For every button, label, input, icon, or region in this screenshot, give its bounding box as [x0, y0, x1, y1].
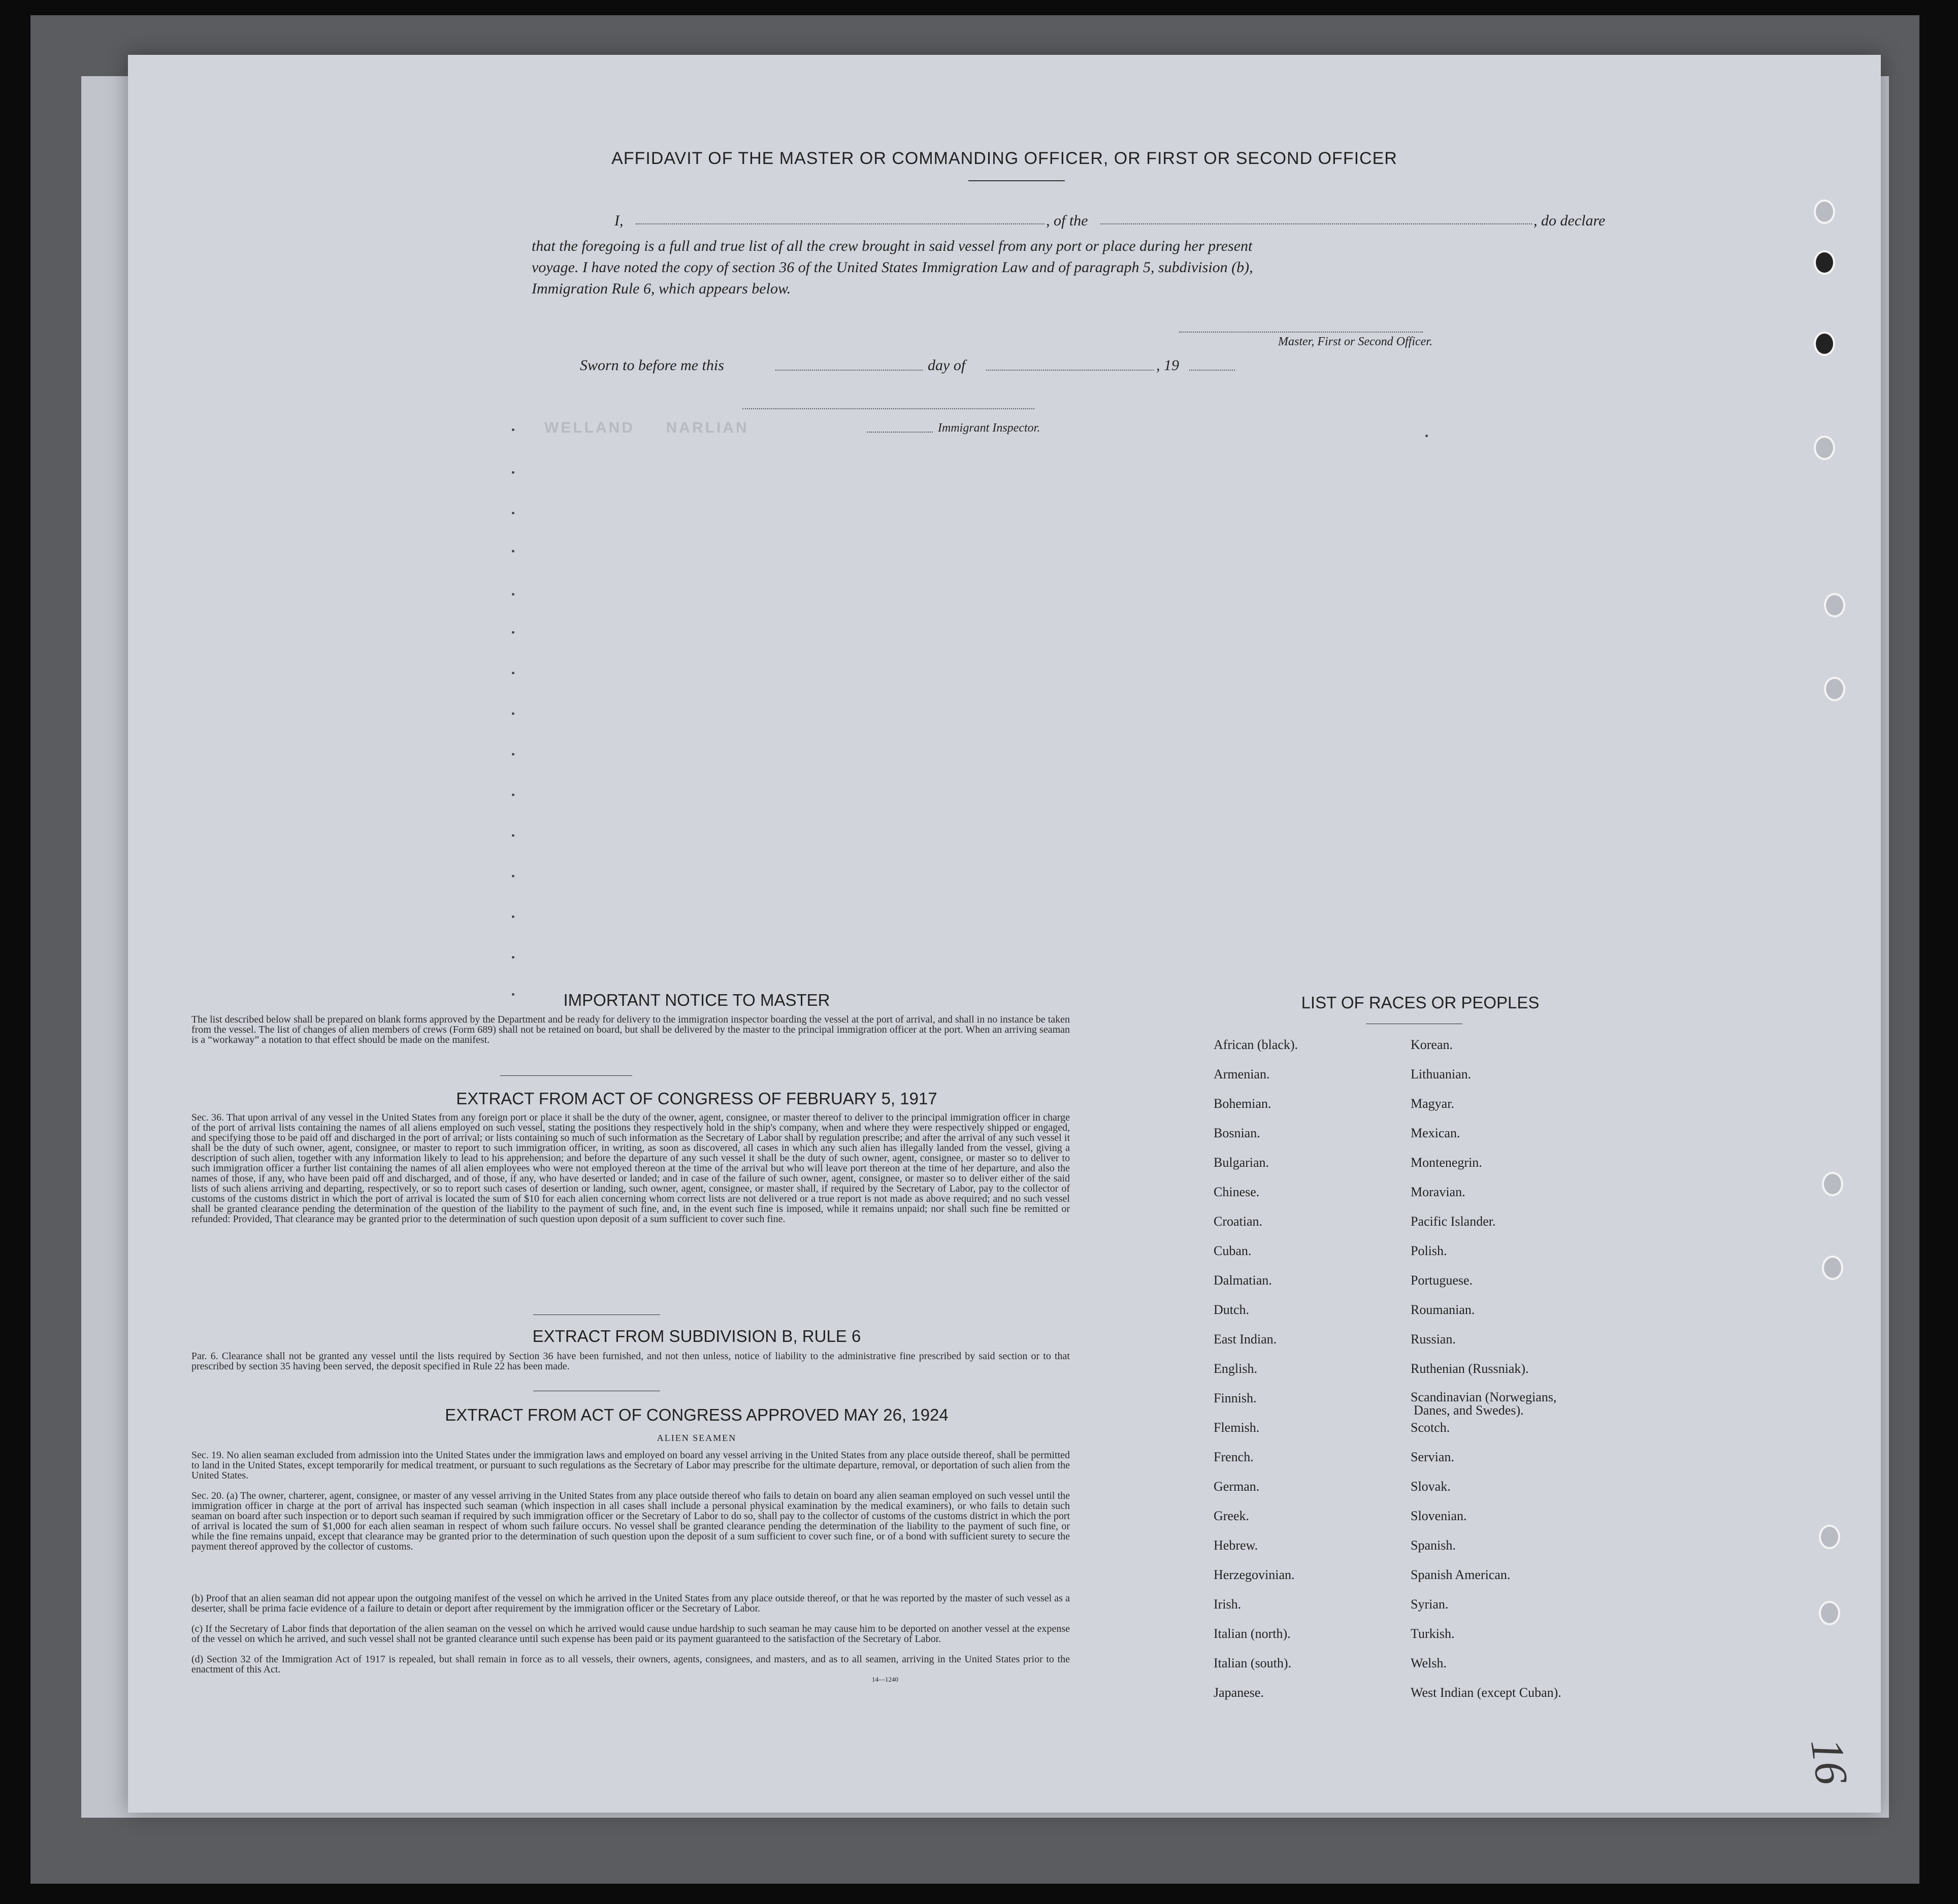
name-blank[interactable] — [636, 223, 1045, 224]
race-item: Greek. — [1214, 1508, 1250, 1523]
notice-text: The list described below shall be prepared on blank forms approved by the Department and be ready for delivery to the immigration inspector boarding the vessel at the port of arrival, and shall in no instance be taken from the vessel. The list of changes of alien members of crews (Form 689) shall not be retained on board, but shall be delivered by the master to the principal immigration officer at the port. When an arriving seaman is a “workaway” a notation to that effect should be made on the manifest. — [191, 1014, 1070, 1045]
row-dot — [512, 429, 514, 431]
race-item: Bohemian. — [1214, 1096, 1271, 1111]
inspector-signature-line-short[interactable] — [867, 432, 933, 433]
race-item: Pacific Islander. — [1411, 1214, 1496, 1229]
extract-1924-title: EXTRACT FROM ACT OF CONGRESS APPROVED MAY 26, 1924 — [445, 1405, 949, 1424]
punch-hole — [1814, 250, 1835, 275]
race-item: Japanese. — [1214, 1685, 1264, 1700]
form-number: 14—1240 — [872, 1676, 898, 1683]
sec20d-text: (d) Section 32 of the Immigration Act of 1917 is repealed, but shall remain in force as to all vessels, their owners, agents, consignees, and masters, and as to all seamen, arriving in the United States prior to the enactment of this Act. — [191, 1654, 1070, 1675]
row-dot — [512, 471, 514, 474]
race-item: Cuban. — [1214, 1243, 1252, 1258]
races-column-2 — [1411, 1037, 1624, 1715]
punch-hole — [1822, 1172, 1843, 1196]
document-page — [128, 55, 1881, 1813]
affidavit-do-declare: , do declare — [1533, 212, 1606, 229]
race-item: Welsh. — [1411, 1656, 1447, 1670]
races-title: LIST OF RACES OR PEOPLES — [1301, 993, 1540, 1012]
affidavit-of-the: , of the — [1046, 212, 1088, 229]
punch-hole — [1819, 1601, 1840, 1625]
extract-rule6-text: Par. 6. Clearance shall not be granted any vessel until the lists required by Section 36 have been furnished, and not then unless, notice of liability to the administrative fine prescribed by said section or to that prescribed by section 35 having been served, the deposit specified in Rule 22 has been made. — [191, 1351, 1070, 1372]
race-item: Croatian. — [1214, 1214, 1263, 1229]
race-item: Servian. — [1411, 1450, 1454, 1464]
race-item: Dalmatian. — [1214, 1273, 1272, 1288]
punch-hole — [1819, 1525, 1840, 1549]
punch-hole — [1824, 677, 1845, 701]
row-dot — [512, 794, 514, 796]
row-dot — [512, 672, 514, 674]
punch-hole — [1824, 593, 1845, 617]
sworn-year-blank[interactable] — [1189, 370, 1235, 371]
race-item: Spanish American. — [1411, 1567, 1511, 1582]
affidavit-line-3: voyage. I have noted the copy of section 36 of the United States Immigration Law and of paragraph 5, subdivision (b), — [532, 259, 1253, 276]
race-item: Russian. — [1411, 1332, 1456, 1347]
year-text: , 19 — [1156, 357, 1179, 374]
row-dot — [512, 875, 514, 877]
race-item: Finnish. — [1214, 1391, 1257, 1405]
race-item: Montenegrin. — [1411, 1155, 1482, 1170]
inspector-label: Immigrant Inspector. — [938, 421, 1040, 435]
race-item: French. — [1214, 1450, 1254, 1464]
punch-hole — [1814, 332, 1835, 356]
sec20b-text: (b) Proof that an alien seaman did not appear upon the outgoing manifest of the vessel on which he arrived in the United States from any place outside thereof, or that he was reported by the master of such vessel as a deserter, shall be prima facie evidence of a failure to detain or deport after requirement by the immigration officer or the Secretary of Labor. — [191, 1593, 1070, 1614]
handwritten-page-number: 16 — [1801, 1735, 1857, 1788]
race-item: Scotch. — [1411, 1420, 1450, 1435]
sworn-month-blank[interactable] — [986, 370, 1154, 371]
race-item: Chinese. — [1214, 1185, 1260, 1199]
race-item: German. — [1214, 1479, 1260, 1494]
race-item: Mexican. — [1411, 1126, 1460, 1140]
race-item: Dutch. — [1214, 1302, 1250, 1317]
race-item: Armenian. — [1214, 1067, 1270, 1081]
race-item: Flemish. — [1214, 1420, 1260, 1435]
row-dot — [512, 712, 514, 715]
affidavit-i: I, — [614, 212, 624, 229]
row-dot — [512, 593, 514, 596]
race-item: Polish. — [1411, 1243, 1447, 1258]
race-item: Magyar. — [1411, 1096, 1454, 1111]
race-item: Bulgarian. — [1214, 1155, 1269, 1170]
punch-hole — [1814, 436, 1835, 460]
sworn-text: Sworn to before me this — [580, 357, 724, 374]
race-item: Ruthenian (Russniak). — [1411, 1361, 1529, 1376]
race-item: Italian (south). — [1214, 1656, 1292, 1670]
row-dot — [1425, 435, 1428, 437]
master-signature-line[interactable] — [1179, 332, 1423, 333]
race-item: Syrian. — [1411, 1597, 1449, 1612]
race-item: Roumanian. — [1411, 1302, 1475, 1317]
vessel-blank[interactable] — [1100, 223, 1532, 224]
race-item: Spanish. — [1411, 1538, 1456, 1553]
row-dot — [512, 915, 514, 918]
race-item: Lithuanian. — [1411, 1067, 1472, 1081]
section-rule — [500, 1075, 632, 1076]
bleed-through-text: WELLAND NARLIAN — [544, 419, 749, 436]
race-item: West Indian (except Cuban). — [1411, 1685, 1561, 1700]
extract-1917-text: Sec. 36. That upon arrival of any vessel in the United States from any foreign port or place it shall be the duty of the owner, agent, consignee, or master thereof to deliver to the principal immigration officer in charge of the port of arrival lists containing the names of all aliens employed on such vessel, stating the positions they respectively hold in the ship's company, when and where they were respectively shipped or engaged, and specifying those to be paid off and discharged in the port of arrival; or lists containing so much of such information as the Secretary of Labor shall by regulation prescribe; and after the arrival of any such vessel it shall be the duty of such owner, agent, consignee, or master to report to such immigration officer, in writing, as soon as discovered, all cases in which any such alien has illegally landed from the vessel, giving a description of such alien, together with any information likely to lead to his apprehension; and before the departure of any such vessel it shall be the duty of such owner, agent, consignee, or master so to deliver to such immigration officer a further list containing the names of all alien employees who were not employed thereon at the time of the arrival but who will leave port thereon at the time of her departure, and also the names of those, if any, who have been paid off and discharged, and of those, if any, who have deserted or landed; and in case of the failure of such owner, agent, consignee, or master so to deliver either of the said lists of such aliens arriving and departing, respectively, or so to report such cases of desertion or landing, such owner, agent, consignee, or master shall, if required by the Secretary of Labor, pay to the collector of customs of the customs district in which the port of arrival is located the sum of $10 for each alien concerning whom correct lists are not delivered or a true report is not made as above required; and no such vessel shall be granted clearance pending the determination of the question of the liability to the payment of such fine, and, in the event such fine is imposed, while it remains unpaid; nor shall such fine be remitted or refunded: Provided, That clearance may be granted prior to the determination of such question upon deposit of a sum sufficient to cover such fine. — [191, 1112, 1070, 1225]
sec19-text: Sec. 19. No alien seaman excluded from admission into the United States under the immigration laws and employed on board any vessel arriving in the United States from any place outside thereof, shall be permitted to land in the United States, except temporarily for medical treatment, or pursuant to such regulations as the Secretary of Labor may prescribe for the ultimate departure, removal, or deportation of such alien from the United States. — [191, 1450, 1070, 1481]
race-item: Herzegovinian. — [1214, 1567, 1295, 1582]
row-dot — [512, 753, 514, 756]
affidavit-line-4: Immigration Rule 6, which appears below. — [532, 280, 791, 297]
affidavit-title: AFFIDAVIT OF THE MASTER OR COMMANDING OFFICER, OR FIRST OR SECOND OFFICER — [611, 149, 1397, 168]
sworn-day-blank[interactable] — [775, 370, 923, 371]
punch-hole — [1814, 200, 1835, 224]
race-item: Korean. — [1411, 1037, 1453, 1052]
race-item: Moravian. — [1411, 1185, 1465, 1199]
row-dot — [512, 512, 514, 514]
race-item: African (black). — [1214, 1037, 1298, 1052]
inspector-signature-line[interactable] — [742, 408, 1034, 409]
race-item: Scandinavian (Norwegians, Danes, and Swedes). — [1411, 1390, 1557, 1418]
punch-hole — [1822, 1256, 1843, 1280]
affidavit-line-2: that the foregoing is a full and true list of all the crew brought in said vessel from any port or place during her present — [532, 238, 1253, 254]
race-item: Turkish. — [1411, 1626, 1455, 1641]
race-item: English. — [1214, 1361, 1257, 1376]
master-signature-label: Master, First or Second Officer. — [1278, 335, 1432, 348]
title-rule — [968, 180, 1065, 181]
sec20a-text: Sec. 20. (a) The owner, charterer, agent, consignee, or master of any vessel arriving in the United States from any place outside thereof who fails to detain on board any alien seaman employed on such vessel until the immigration officer in charge at the port of arrival has inspected such seaman (which inspection in all cases shall include a personal physical examination by the medical examiners), or who fails to detain such seaman on board after such inspection or to deport such seaman if required by such immigration officer or the Secretary of Labor to do so, shall pay to the collector of customs of the customs district in which the port of arrival is located the sum of $1,000 for each alien seaman in respect of whom such failure occurs. No vessel shall be granted clearance pending the determination of the liability to the payment of such fine, or while the fine remains unpaid, except that clearance may be granted prior to the determination of such question upon the deposit of a sum sufficient to cover such fine, or of a bond with sufficient surety to secure the payment thereof approved by the collector of customs. — [191, 1490, 1070, 1552]
race-item: Bosnian. — [1214, 1126, 1260, 1140]
race-item: Irish. — [1214, 1597, 1242, 1612]
race-item: Slovenian. — [1411, 1508, 1467, 1523]
row-dot — [512, 550, 514, 552]
alien-seamen-subtitle: ALIEN SEAMEN — [657, 1433, 737, 1443]
race-item: Hebrew. — [1214, 1538, 1258, 1553]
sec20c-text: (c) If the Secretary of Labor finds that deportation of the alien seaman on the vessel on which he arrived would cause undue hardship to such seaman he may cause him to be deported on another vessel at the expense of the vessel on which he arrived, and such vessel shall not be granted clearance until such expense has been paid or its payment guaranteed to the satisfaction of the Secretary of Labor. — [191, 1623, 1070, 1645]
row-dot — [512, 631, 514, 634]
day-of-text: day of — [928, 357, 966, 374]
extract-1917-title: EXTRACT FROM ACT OF CONGRESS OF FEBRUARY 5, 1917 — [456, 1089, 937, 1108]
races-column-1 — [1214, 1037, 1376, 1715]
race-item: Italian (north). — [1214, 1626, 1291, 1641]
row-dot — [512, 834, 514, 837]
extract-rule6-title: EXTRACT FROM SUBDIVISION B, RULE 6 — [532, 1327, 861, 1345]
row-dot — [512, 956, 514, 959]
notice-title: IMPORTANT NOTICE TO MASTER — [563, 991, 830, 1009]
race-item: Portuguese. — [1411, 1273, 1473, 1288]
race-item: Slovak. — [1411, 1479, 1451, 1494]
race-item: East Indian. — [1214, 1332, 1277, 1347]
